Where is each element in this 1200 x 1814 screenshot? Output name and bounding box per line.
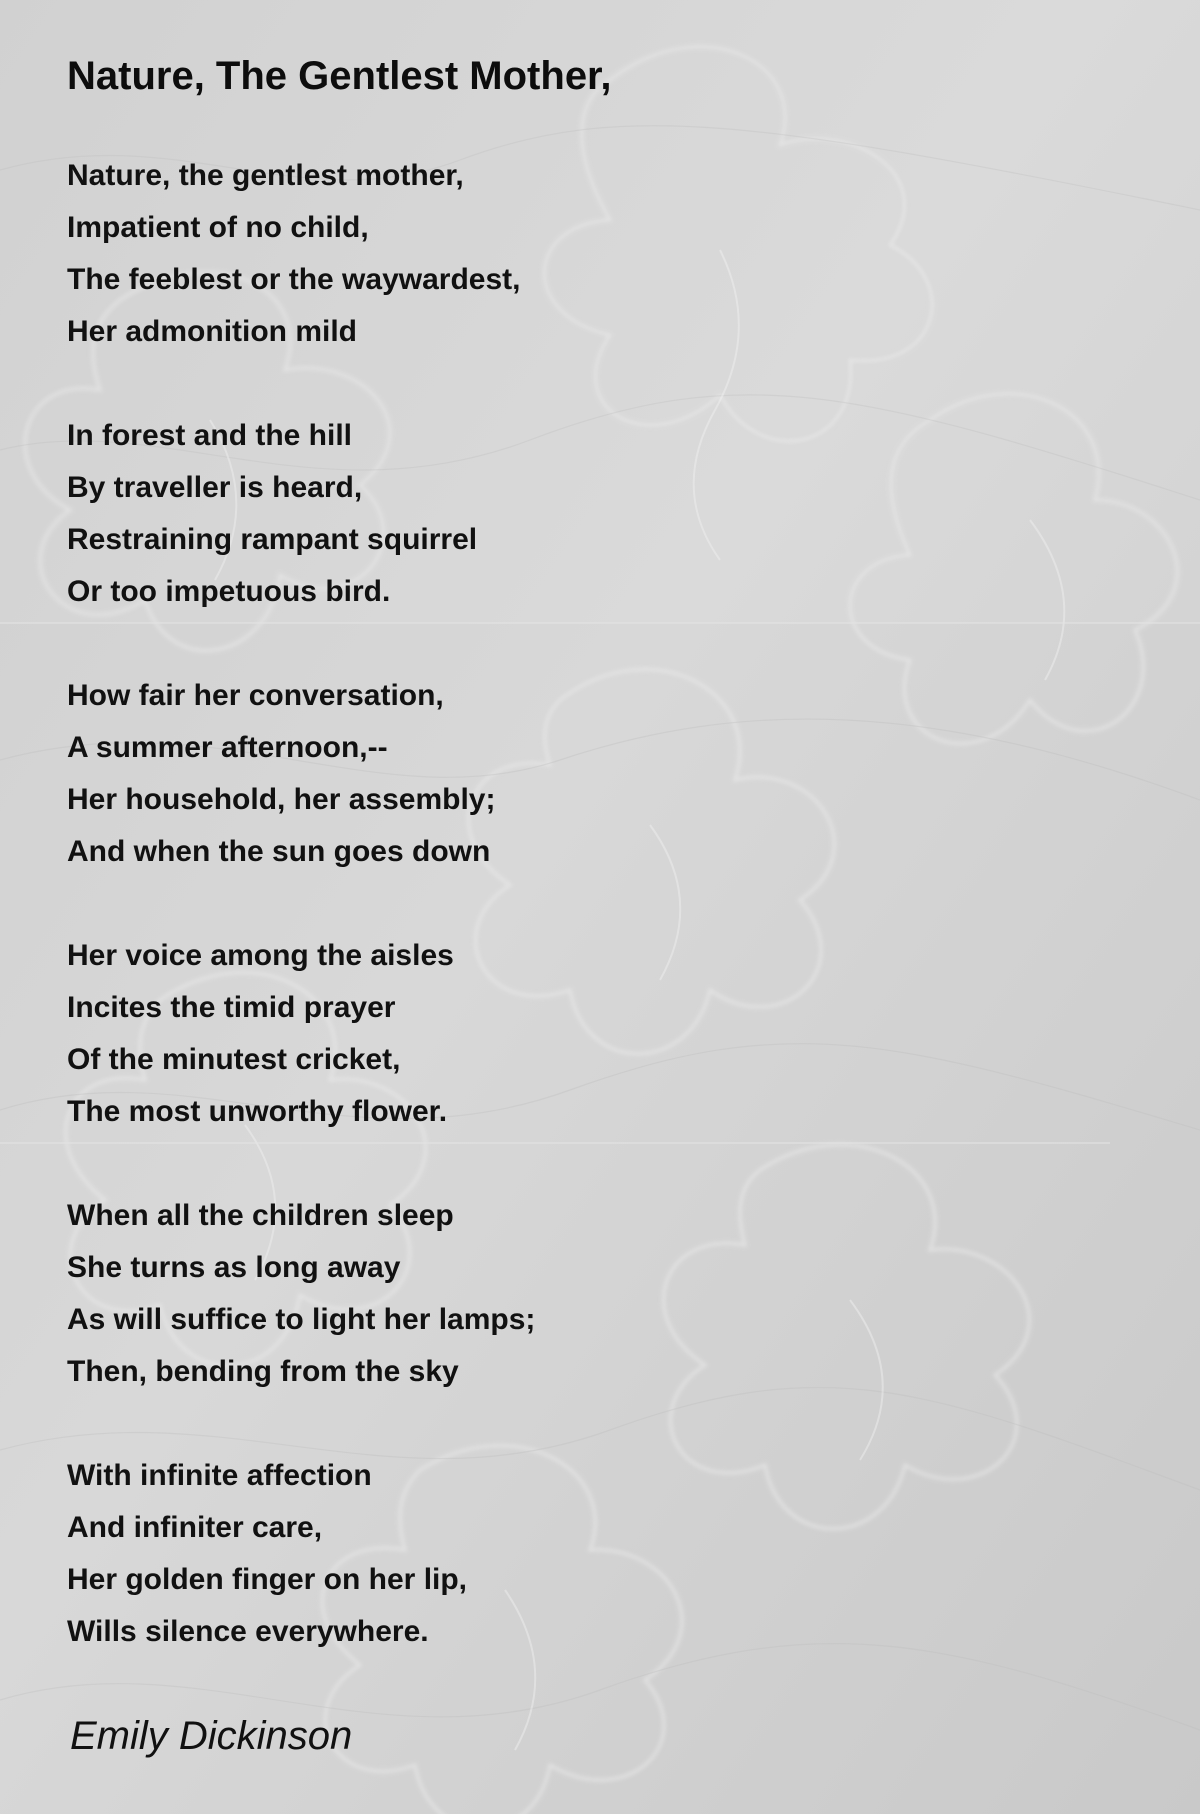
poem-line: Nature, the gentlest mother, bbox=[67, 159, 464, 192]
poem-line: And when the sun goes down bbox=[67, 835, 491, 868]
poem-line: And infiniter care, bbox=[67, 1511, 323, 1544]
poem-line: By traveller is heard, bbox=[67, 471, 363, 504]
poem-line: Restraining rampant squirrel bbox=[67, 523, 478, 556]
poem-line: Incites the timid prayer bbox=[67, 991, 396, 1024]
poem-line: With infinite affection bbox=[67, 1459, 372, 1492]
poem-line: She turns as long away bbox=[67, 1251, 401, 1284]
poem-line: Her household, her assembly; bbox=[67, 783, 496, 816]
poem-title: Nature, The Gentlest Mother, bbox=[67, 54, 612, 98]
poem-author: Emily Dickinson bbox=[70, 1714, 353, 1758]
poem-line: How fair her conversation, bbox=[67, 679, 444, 712]
poem-line: Her voice among the aisles bbox=[67, 939, 454, 972]
poem-line: Of the minutest cricket, bbox=[67, 1043, 401, 1076]
stanza-2 bbox=[67, 410, 535, 618]
poem-line: As will suffice to light her lamps; bbox=[67, 1303, 536, 1336]
poem-line: The most unworthy flower. bbox=[67, 1095, 448, 1128]
poem-line: In forest and the hill bbox=[67, 419, 353, 452]
poem-line: Impatient of no child, bbox=[67, 211, 369, 244]
poem-line: Wills silence everywhere. bbox=[67, 1615, 429, 1648]
stanza-5 bbox=[67, 1190, 535, 1398]
poem-line: A summer afternoon,-- bbox=[67, 731, 388, 764]
stanza-6 bbox=[67, 1450, 535, 1658]
poem-body bbox=[67, 150, 535, 1710]
stanza-3 bbox=[67, 670, 535, 878]
poem-line: The feeblest or the waywardest, bbox=[67, 263, 521, 296]
poem-line: Her admonition mild bbox=[67, 315, 358, 348]
poem-line: Then, bending from the sky bbox=[67, 1355, 459, 1388]
poem-line: Her golden finger on her lip, bbox=[67, 1563, 468, 1596]
poem-line: Or too impetuous bird. bbox=[67, 575, 391, 608]
stanza-4 bbox=[67, 930, 535, 1138]
stanza-1 bbox=[67, 150, 535, 358]
poem-line: When all the children sleep bbox=[67, 1199, 454, 1232]
